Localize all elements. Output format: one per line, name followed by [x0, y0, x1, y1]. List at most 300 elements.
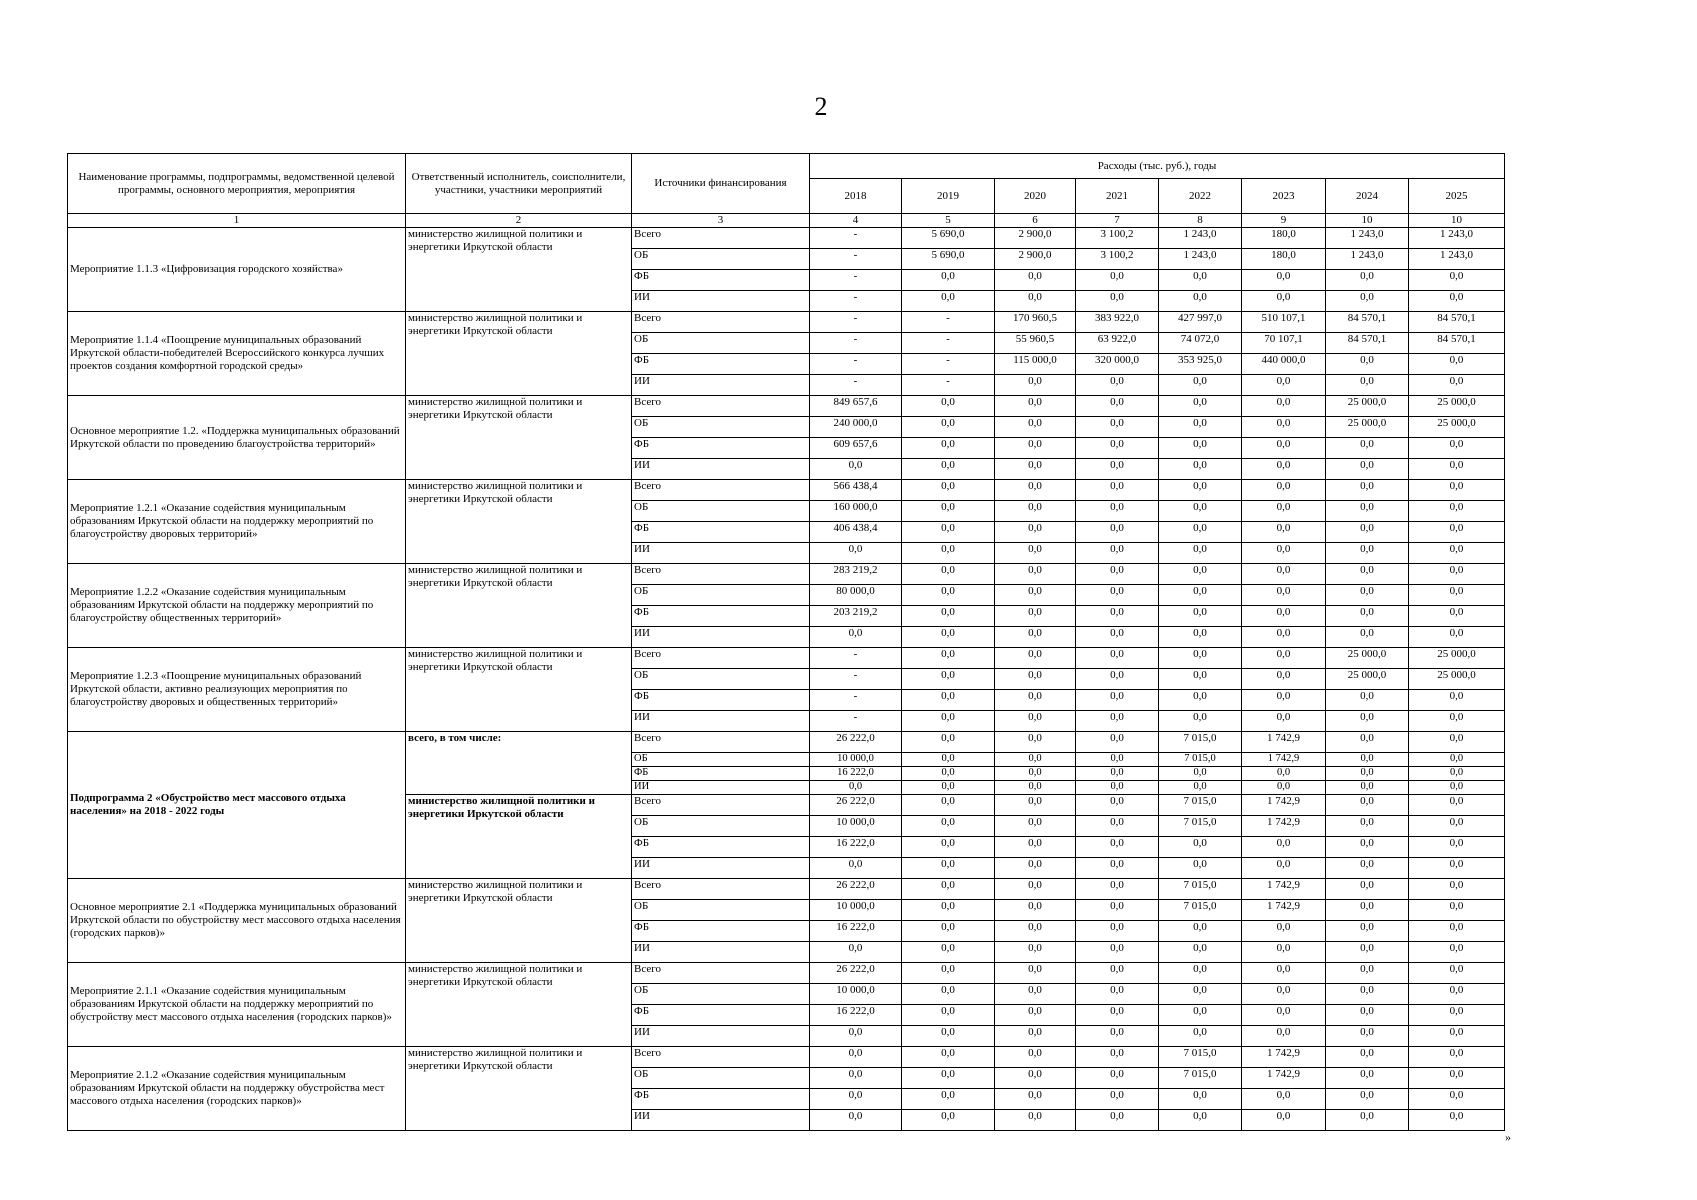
expense-value: 0,0: [902, 606, 995, 627]
expense-value: 1 243,0: [1409, 228, 1505, 249]
expense-value: 25 000,0: [1326, 669, 1409, 690]
expense-value: 0,0: [1409, 900, 1505, 921]
expense-value: 0,0: [1076, 480, 1159, 501]
expense-value: 0,0: [902, 711, 995, 732]
expense-value: 0,0: [902, 858, 995, 879]
expense-value: 0,0: [1076, 564, 1159, 585]
expense-value: 0,0: [1326, 984, 1409, 1005]
closing-quote-mark: »: [1505, 1130, 1511, 1144]
expense-value: 0,0: [1159, 585, 1242, 606]
funding-source: ОБ: [632, 417, 810, 438]
expense-value: 0,0: [902, 879, 995, 900]
expense-value: 10 000,0: [810, 984, 902, 1005]
expense-value: 0,0: [1409, 459, 1505, 480]
expense-value: 353 925,0: [1159, 354, 1242, 375]
expense-value: 16 222,0: [810, 1005, 902, 1026]
expense-value: 0,0: [902, 501, 995, 522]
expense-value: 0,0: [1326, 501, 1409, 522]
expense-value: 0,0: [1159, 711, 1242, 732]
expense-value: 0,0: [995, 585, 1076, 606]
expense-value: 0,0: [1242, 522, 1326, 543]
expense-value: 0,0: [1242, 669, 1326, 690]
responsible-executor: всего, в том числе:: [406, 732, 632, 795]
expense-value: 0,0: [1159, 291, 1242, 312]
expense-value: 0,0: [1409, 963, 1505, 984]
expense-value: 0,0: [1409, 1047, 1505, 1068]
table-body: [68, 228, 1505, 1131]
budget-table: [67, 153, 1505, 1131]
expense-value: 0,0: [1076, 879, 1159, 900]
funding-source: ФБ: [632, 1089, 810, 1110]
expense-value: 26 222,0: [810, 963, 902, 984]
funding-source: ОБ: [632, 900, 810, 921]
expense-value: 0,0: [1242, 417, 1326, 438]
header-name: Наименование программы, подпрограммы, ведомственной целевой программы, основного мероприятия, мероприятия: [68, 154, 406, 214]
expense-value: 0,0: [810, 781, 902, 795]
funding-source: ИИ: [632, 858, 810, 879]
expense-value: 0,0: [1076, 627, 1159, 648]
expense-value: 0,0: [1159, 921, 1242, 942]
expense-value: 25 000,0: [1409, 396, 1505, 417]
expense-value: 84 570,1: [1326, 312, 1409, 333]
header-year: 2022: [1159, 179, 1242, 214]
expense-value: 0,0: [1409, 858, 1505, 879]
expense-value: 0,0: [902, 1089, 995, 1110]
expense-value: 0,0: [1326, 564, 1409, 585]
expense-value: 0,0: [1326, 480, 1409, 501]
expense-value: 0,0: [1326, 1005, 1409, 1026]
expense-value: 0,0: [995, 781, 1076, 795]
expense-value: 0,0: [1326, 1089, 1409, 1110]
expense-value: 0,0: [1326, 879, 1409, 900]
expense-value: 0,0: [1159, 669, 1242, 690]
table-row: [68, 480, 1505, 501]
expense-value: -: [810, 354, 902, 375]
expense-value: 0,0: [995, 627, 1076, 648]
funding-source: ФБ: [632, 921, 810, 942]
expense-value: 0,0: [1326, 858, 1409, 879]
expense-value: 7 015,0: [1159, 732, 1242, 753]
expense-value: -: [902, 354, 995, 375]
header-year: 2021: [1076, 179, 1159, 214]
expense-value: 0,0: [1326, 816, 1409, 837]
expense-value: 0,0: [995, 858, 1076, 879]
funding-source: Всего: [632, 879, 810, 900]
expense-value: 0,0: [1076, 690, 1159, 711]
expense-value: 0,0: [1076, 858, 1159, 879]
expense-value: 0,0: [1409, 816, 1505, 837]
expense-value: 0,0: [995, 270, 1076, 291]
expense-value: 0,0: [1076, 1110, 1159, 1131]
expense-value: 0,0: [995, 921, 1076, 942]
expense-value: 3 100,2: [1076, 249, 1159, 270]
expense-value: 0,0: [995, 1026, 1076, 1047]
expense-value: 0,0: [1242, 396, 1326, 417]
funding-source: ОБ: [632, 585, 810, 606]
expense-value: 0,0: [902, 921, 995, 942]
expense-value: 0,0: [1076, 942, 1159, 963]
expense-value: 0,0: [1326, 837, 1409, 858]
expense-value: 0,0: [995, 417, 1076, 438]
expense-value: -: [810, 228, 902, 249]
expense-value: 0,0: [1076, 270, 1159, 291]
table-row: [68, 879, 1505, 900]
funding-source: ОБ: [632, 333, 810, 354]
expense-value: 0,0: [1326, 522, 1409, 543]
expense-value: 320 000,0: [1076, 354, 1159, 375]
expense-value: 1 742,9: [1242, 795, 1326, 816]
expense-value: 0,0: [1159, 396, 1242, 417]
expense-value: 0,0: [1076, 585, 1159, 606]
expense-value: 0,0: [1159, 781, 1242, 795]
expense-value: 10 000,0: [810, 816, 902, 837]
expense-value: 115 000,0: [995, 354, 1076, 375]
expense-value: 0,0: [1076, 837, 1159, 858]
expense-value: 0,0: [1242, 858, 1326, 879]
expense-value: 1 742,9: [1242, 753, 1326, 767]
expense-value: 0,0: [1159, 522, 1242, 543]
table-row: [68, 732, 1505, 753]
expense-value: 0,0: [902, 459, 995, 480]
expense-value: 566 438,4: [810, 480, 902, 501]
expense-value: 0,0: [995, 1068, 1076, 1089]
expense-value: 0,0: [1242, 1110, 1326, 1131]
funding-source: ФБ: [632, 438, 810, 459]
expense-value: 0,0: [902, 627, 995, 648]
expense-value: 5 690,0: [902, 249, 995, 270]
expense-value: 0,0: [995, 816, 1076, 837]
expense-value: -: [902, 375, 995, 396]
table-header: [68, 154, 1505, 228]
expense-value: 84 570,1: [1409, 312, 1505, 333]
responsible-executor: министерство жилищной политики и энергетики Иркутской области: [406, 564, 632, 648]
expense-value: 0,0: [1076, 375, 1159, 396]
expense-value: 2 900,0: [995, 249, 1076, 270]
expense-value: 0,0: [1242, 627, 1326, 648]
expense-value: 0,0: [1409, 564, 1505, 585]
expense-value: 0,0: [995, 564, 1076, 585]
expense-value: 0,0: [1409, 480, 1505, 501]
expense-value: 74 072,0: [1159, 333, 1242, 354]
expense-value: 0,0: [995, 837, 1076, 858]
expense-value: 0,0: [1159, 606, 1242, 627]
column-number: 4: [810, 214, 902, 228]
expense-value: 0,0: [1159, 375, 1242, 396]
header-year: 2023: [1242, 179, 1326, 214]
expense-value: 55 960,5: [995, 333, 1076, 354]
funding-source: Всего: [632, 312, 810, 333]
expense-value: 0,0: [902, 543, 995, 564]
responsible-executor: министерство жилищной политики и энергетики Иркутской области: [406, 396, 632, 480]
expense-value: -: [810, 669, 902, 690]
expense-value: 0,0: [1159, 543, 1242, 564]
expense-value: 0,0: [1242, 921, 1326, 942]
expense-value: 0,0: [810, 1047, 902, 1068]
funding-source: ИИ: [632, 1026, 810, 1047]
expense-value: 0,0: [1326, 354, 1409, 375]
expense-value: 80 000,0: [810, 585, 902, 606]
expense-value: 0,0: [902, 564, 995, 585]
expense-value: 0,0: [810, 1089, 902, 1110]
expense-value: 0,0: [1326, 270, 1409, 291]
expense-value: 0,0: [1076, 795, 1159, 816]
expense-value: 0,0: [1159, 501, 1242, 522]
expense-value: 1 243,0: [1409, 249, 1505, 270]
column-number: 7: [1076, 214, 1159, 228]
expense-value: 0,0: [1326, 291, 1409, 312]
expense-value: 0,0: [1076, 816, 1159, 837]
expense-value: 0,0: [902, 837, 995, 858]
expense-value: 0,0: [1076, 522, 1159, 543]
expense-value: 0,0: [1242, 1089, 1326, 1110]
expense-value: 0,0: [902, 795, 995, 816]
expense-value: 0,0: [1409, 753, 1505, 767]
expense-value: 0,0: [995, 459, 1076, 480]
expense-value: 0,0: [1326, 942, 1409, 963]
expense-value: 0,0: [1242, 1005, 1326, 1026]
expense-value: 0,0: [995, 984, 1076, 1005]
expense-value: 0,0: [1326, 1110, 1409, 1131]
expense-value: 0,0: [902, 417, 995, 438]
expense-value: 0,0: [1076, 1026, 1159, 1047]
expense-value: 0,0: [1326, 438, 1409, 459]
expense-value: 0,0: [1076, 291, 1159, 312]
expense-value: 0,0: [995, 767, 1076, 781]
expense-value: 0,0: [995, 900, 1076, 921]
column-number: 8: [1159, 214, 1242, 228]
expense-value: -: [810, 291, 902, 312]
expense-value: 0,0: [1159, 963, 1242, 984]
expense-value: 0,0: [1076, 669, 1159, 690]
expense-value: 0,0: [902, 781, 995, 795]
expense-value: 0,0: [810, 1068, 902, 1089]
expense-value: -: [810, 333, 902, 354]
expense-value: 0,0: [1076, 1005, 1159, 1026]
column-number: 10: [1326, 214, 1409, 228]
expense-value: 0,0: [1076, 417, 1159, 438]
column-number: 5: [902, 214, 995, 228]
expense-value: -: [902, 312, 995, 333]
expense-value: 160 000,0: [810, 501, 902, 522]
expense-value: 0,0: [1326, 1047, 1409, 1068]
expense-value: 0,0: [902, 669, 995, 690]
expense-value: 0,0: [995, 669, 1076, 690]
expense-value: 0,0: [902, 1068, 995, 1089]
table-row: [68, 228, 1505, 249]
expense-value: 0,0: [1159, 1110, 1242, 1131]
expense-value: 849 657,6: [810, 396, 902, 417]
expense-value: 0,0: [902, 1026, 995, 1047]
expense-value: 0,0: [1242, 480, 1326, 501]
expense-value: 383 922,0: [1076, 312, 1159, 333]
expense-value: 16 222,0: [810, 837, 902, 858]
expense-value: -: [810, 711, 902, 732]
header-sources: Источники финансирования: [632, 154, 810, 214]
expense-value: -: [810, 270, 902, 291]
expense-value: 1 243,0: [1159, 228, 1242, 249]
expense-value: 0,0: [1409, 522, 1505, 543]
expense-value: 0,0: [902, 648, 995, 669]
expense-value: 0,0: [810, 1026, 902, 1047]
funding-source: Всего: [632, 564, 810, 585]
expense-value: 0,0: [1076, 1068, 1159, 1089]
column-number: 10: [1409, 214, 1505, 228]
expense-value: 0,0: [995, 543, 1076, 564]
expense-value: 63 922,0: [1076, 333, 1159, 354]
expense-value: 0,0: [1326, 690, 1409, 711]
expense-value: 0,0: [1242, 984, 1326, 1005]
expense-value: 0,0: [1409, 711, 1505, 732]
header-year: 2018: [810, 179, 902, 214]
expense-value: 0,0: [1159, 438, 1242, 459]
expense-value: 0,0: [1242, 543, 1326, 564]
column-number: 9: [1242, 214, 1326, 228]
expense-value: 0,0: [1242, 1026, 1326, 1047]
expense-value: 1 742,9: [1242, 879, 1326, 900]
funding-source: ОБ: [632, 249, 810, 270]
header-expenses: Расходы (тыс. руб.), годы: [810, 154, 1505, 179]
expense-value: 440 000,0: [1242, 354, 1326, 375]
expense-value: 0,0: [1326, 1026, 1409, 1047]
expense-value: 0,0: [1076, 543, 1159, 564]
funding-source: Всего: [632, 480, 810, 501]
expense-value: 0,0: [995, 438, 1076, 459]
expense-value: -: [902, 333, 995, 354]
expense-value: 0,0: [1159, 690, 1242, 711]
expense-value: 7 015,0: [1159, 816, 1242, 837]
measure-name: Мероприятие 1.2.1 «Оказание содействия муниципальным образованиям Иркутской области на поддержку мероприятий по благоустройству дворовых территорий»: [68, 480, 406, 564]
expense-value: 0,0: [1409, 921, 1505, 942]
responsible-executor: министерство жилищной политики и энергетики Иркутской области: [406, 795, 632, 879]
table-row: [68, 396, 1505, 417]
expense-value: 1 243,0: [1159, 249, 1242, 270]
expense-value: 5 690,0: [902, 228, 995, 249]
expense-value: 1 742,9: [1242, 1047, 1326, 1068]
expense-value: 0,0: [1409, 291, 1505, 312]
funding-source: Всего: [632, 648, 810, 669]
expense-value: 0,0: [1326, 795, 1409, 816]
expense-value: 25 000,0: [1409, 669, 1505, 690]
column-number: 3: [632, 214, 810, 228]
expense-value: 0,0: [810, 627, 902, 648]
expense-value: 10 000,0: [810, 900, 902, 921]
expense-value: 0,0: [810, 459, 902, 480]
expense-value: 0,0: [1076, 1089, 1159, 1110]
expense-value: 0,0: [1409, 879, 1505, 900]
funding-source: ИИ: [632, 711, 810, 732]
expense-value: 16 222,0: [810, 767, 902, 781]
expense-value: 0,0: [902, 1047, 995, 1068]
table-row: [68, 564, 1505, 585]
expense-value: 1 742,9: [1242, 816, 1326, 837]
expense-value: 0,0: [1409, 543, 1505, 564]
expense-value: 0,0: [1409, 781, 1505, 795]
expense-value: 0,0: [1326, 585, 1409, 606]
expense-value: -: [810, 249, 902, 270]
expense-value: 0,0: [1242, 270, 1326, 291]
measure-name: Основное мероприятие 2.1 «Поддержка муниципальных образований Иркутской области по обустройству мест массового отдыха населения (городских парков)»: [68, 879, 406, 963]
funding-source: ИИ: [632, 375, 810, 396]
expense-value: 0,0: [1326, 767, 1409, 781]
expense-value: -: [810, 375, 902, 396]
funding-source: ИИ: [632, 459, 810, 480]
measure-name: Мероприятие 1.2.3 «Поощрение муниципальных образований Иркутской области, активно реализующих мероприятия по благоустройству дворовых и общественных территорий»: [68, 648, 406, 732]
expense-value: 0,0: [1076, 732, 1159, 753]
expense-value: 0,0: [995, 1047, 1076, 1068]
expense-value: 0,0: [1409, 438, 1505, 459]
expense-value: 0,0: [1242, 438, 1326, 459]
expense-value: 0,0: [1326, 711, 1409, 732]
funding-source: ФБ: [632, 1005, 810, 1026]
measure-name: Мероприятие 2.1.1 «Оказание содействия муниципальным образованиям Иркутской области на поддержку мероприятий по обустройству мест массового отдыха населения (городских парков)»: [68, 963, 406, 1047]
measure-name: Мероприятие 1.2.2 «Оказание содействия муниципальным образованиям Иркутской области на поддержку мероприятий по благоустройству общественных территорий»: [68, 564, 406, 648]
expense-value: 0,0: [995, 648, 1076, 669]
expense-value: 0,0: [1076, 900, 1159, 921]
expense-value: 0,0: [810, 858, 902, 879]
expense-value: 7 015,0: [1159, 879, 1242, 900]
expense-value: 0,0: [1076, 396, 1159, 417]
expense-value: 0,0: [1242, 837, 1326, 858]
table-row: [68, 963, 1505, 984]
funding-source: ИИ: [632, 627, 810, 648]
expense-value: 0,0: [902, 984, 995, 1005]
expense-value: 0,0: [1242, 375, 1326, 396]
expense-value: 0,0: [1409, 354, 1505, 375]
header-year: 2019: [902, 179, 995, 214]
expense-value: 0,0: [1409, 1089, 1505, 1110]
expense-value: 70 107,1: [1242, 333, 1326, 354]
funding-source: Всего: [632, 228, 810, 249]
expense-value: 84 570,1: [1409, 333, 1505, 354]
column-number: 6: [995, 214, 1076, 228]
expense-value: 0,0: [1242, 564, 1326, 585]
expense-value: 3 100,2: [1076, 228, 1159, 249]
expense-value: 0,0: [995, 1110, 1076, 1131]
expense-value: 0,0: [1326, 963, 1409, 984]
expense-value: 0,0: [902, 942, 995, 963]
expense-value: 0,0: [1409, 1005, 1505, 1026]
funding-source: ОБ: [632, 984, 810, 1005]
expense-value: 180,0: [1242, 249, 1326, 270]
header-responsible: Ответственный исполнитель, соисполнители, участники, участники мероприятий: [406, 154, 632, 214]
funding-source: ОБ: [632, 501, 810, 522]
expense-value: 0,0: [1242, 690, 1326, 711]
expense-value: 0,0: [902, 963, 995, 984]
expense-value: 0,0: [1409, 375, 1505, 396]
expense-value: 0,0: [902, 900, 995, 921]
funding-source: ФБ: [632, 354, 810, 375]
expense-value: 0,0: [1409, 942, 1505, 963]
expense-value: 0,0: [995, 1089, 1076, 1110]
funding-source: ИИ: [632, 543, 810, 564]
expense-value: 7 015,0: [1159, 753, 1242, 767]
expense-value: 0,0: [1159, 627, 1242, 648]
expense-value: 0,0: [995, 753, 1076, 767]
expense-value: 0,0: [902, 270, 995, 291]
expense-value: 0,0: [1159, 1026, 1242, 1047]
expense-value: 0,0: [995, 480, 1076, 501]
header-year: 2020: [995, 179, 1076, 214]
expense-value: 0,0: [810, 1110, 902, 1131]
expense-value: 0,0: [1076, 648, 1159, 669]
expense-value: 0,0: [902, 291, 995, 312]
responsible-executor: министерство жилищной политики и энергетики Иркутской области: [406, 963, 632, 1047]
measure-name: Мероприятие 1.1.4 «Поощрение муниципальных образований Иркутской области-победителей Всероссийского конкурса лучших проектов создания комфортной городской среды»: [68, 312, 406, 396]
expense-value: 0,0: [1076, 781, 1159, 795]
expense-value: 10 000,0: [810, 753, 902, 767]
responsible-executor: министерство жилищной политики и энергетики Иркутской области: [406, 312, 632, 396]
funding-source: Всего: [632, 963, 810, 984]
